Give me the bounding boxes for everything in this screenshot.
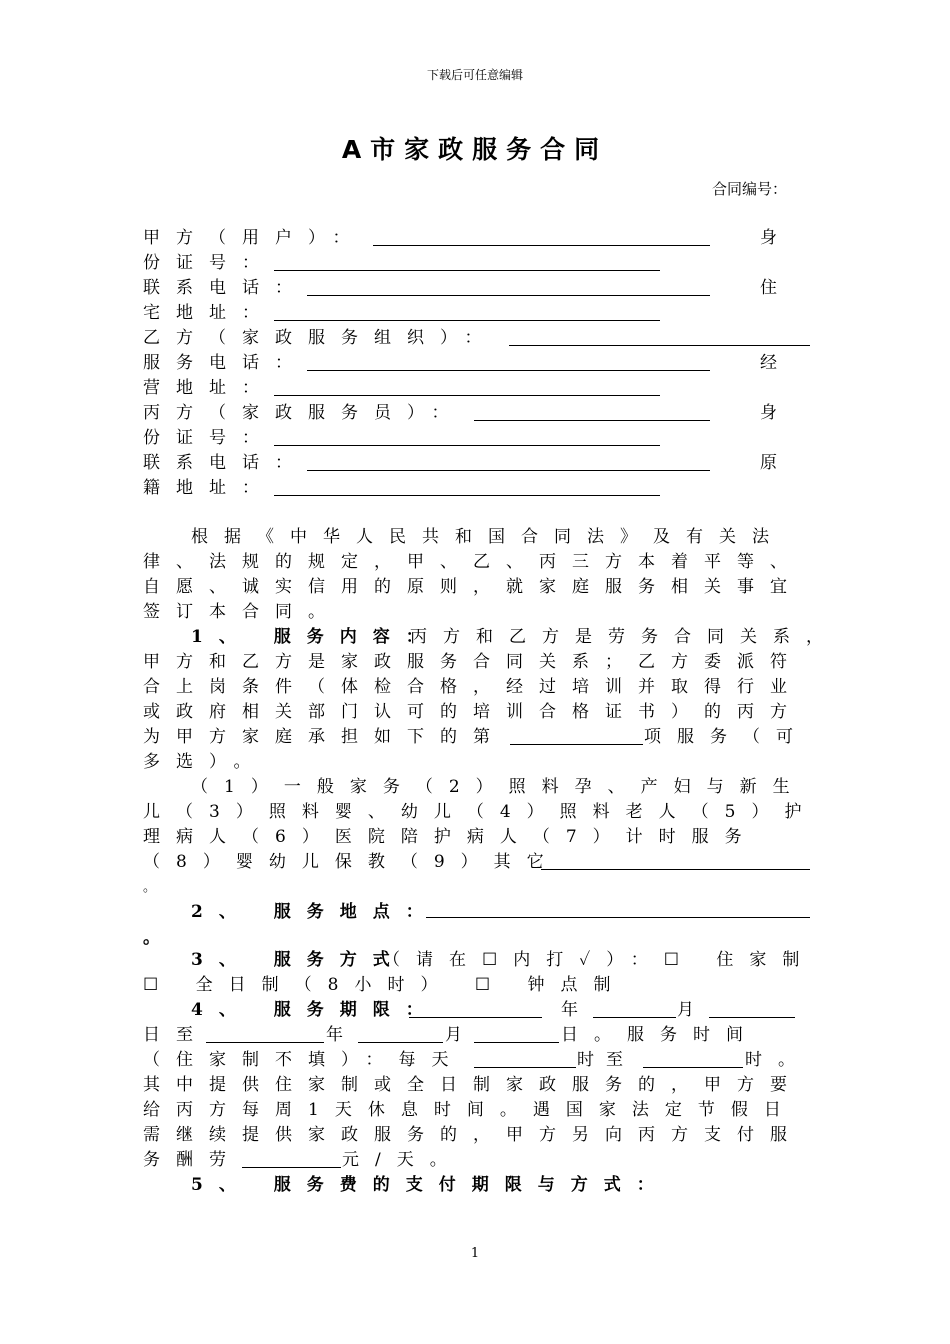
party-b-phone-label: 服务电话： bbox=[143, 353, 308, 373]
page-header: 下载后可任意编辑 bbox=[426, 68, 523, 82]
section-1-heading: 1、 服务内容： bbox=[191, 627, 439, 647]
party-c-id-blank[interactable] bbox=[274, 445, 660, 446]
party-c-address-label: 籍地址： bbox=[143, 478, 275, 498]
party-b-address-blank[interactable] bbox=[274, 395, 660, 396]
section-1-option-1: （1）一般家务（2）照料孕、产妇与新生 bbox=[191, 777, 806, 797]
page-title: A市家政服务合同 bbox=[341, 135, 609, 164]
party-c-tail: 身 bbox=[760, 403, 777, 423]
section-4-month: 月 bbox=[677, 1000, 694, 1020]
section-2-heading: 2、 服务地点： bbox=[191, 902, 439, 922]
party-b-label: 乙方（家政服务组织）： bbox=[143, 328, 498, 348]
start-hour-blank[interactable] bbox=[474, 1067, 576, 1068]
party-c-phone-tail: 原 bbox=[760, 453, 777, 473]
party-a-phone-blank[interactable] bbox=[307, 295, 710, 296]
start-day-blank[interactable] bbox=[709, 1017, 795, 1018]
section-4-line-2c: 月 bbox=[445, 1025, 462, 1045]
section-1-option-end: 。 bbox=[143, 880, 157, 895]
section-4-line-6: 需继续提供家政服务的，甲方另向丙方支付服 bbox=[143, 1125, 803, 1145]
section-4-line-5: 给丙方每周1天休息时间。遇国家法定节假日 bbox=[143, 1100, 797, 1120]
end-day-blank[interactable] bbox=[474, 1042, 559, 1043]
party-a-blank[interactable] bbox=[373, 245, 710, 246]
party-c-blank[interactable] bbox=[474, 420, 710, 421]
section-1-line-4: 或政府相关部门认可的培训合格证书）的丙方 bbox=[143, 702, 803, 722]
service-items-blank[interactable] bbox=[510, 744, 643, 745]
preamble-line-4: 签订本合同。 bbox=[143, 602, 341, 622]
section-4-line-3b: 时至 bbox=[577, 1050, 635, 1070]
end-year-blank[interactable] bbox=[206, 1042, 324, 1043]
party-b-phone-blank[interactable] bbox=[307, 370, 710, 371]
party-c-phone-blank[interactable] bbox=[307, 470, 710, 471]
section-3-line-2: ☐ 全日制（8小时） ☐ 钟点制 bbox=[143, 975, 627, 995]
start-year-blank[interactable] bbox=[409, 1017, 542, 1018]
party-b-address-label: 营地址： bbox=[143, 378, 275, 398]
page-number: 1 bbox=[470, 1246, 480, 1261]
section-1-option-2: 儿（3）照料婴、幼儿（4）照料老人（5）护 bbox=[143, 802, 818, 822]
section-4-line-7b: 元/天。 bbox=[342, 1150, 463, 1170]
section-4-line-2a: 日至 bbox=[143, 1025, 209, 1045]
holiday-pay-blank[interactable] bbox=[242, 1167, 341, 1168]
service-location-blank[interactable] bbox=[426, 917, 810, 918]
section-1-option-3: 理病人（6）医院陪护病人（7）计时服务 bbox=[143, 827, 758, 847]
section-1-line-2: 甲方和乙方是家政服务合同关系；乙方委派符 bbox=[143, 652, 803, 672]
section-1-option-4: （8）婴幼儿保教（9）其它 bbox=[143, 852, 560, 872]
section-1-line-1: 丙方和乙方是劳务合同关系， bbox=[410, 627, 839, 647]
section-4-line-4: 其中提供住家制或全日制家政服务的，甲方要 bbox=[143, 1075, 803, 1095]
preamble-line-3: 自愿、诚实信用的原则，就家庭服务相关事宜 bbox=[143, 577, 803, 597]
section-2-end: 。 bbox=[143, 928, 160, 948]
section-1-line-6: 多选）。 bbox=[143, 752, 267, 772]
preamble-line-1: 根据《中华人民共和国合同法》及有关法 bbox=[191, 527, 785, 547]
start-month-blank[interactable] bbox=[593, 1017, 676, 1018]
section-4-line-7a: 务酬劳 bbox=[143, 1150, 242, 1170]
party-a-id-label: 份证号： bbox=[143, 253, 275, 273]
party-c-phone-label: 联系电话： bbox=[143, 453, 308, 473]
party-a-tail: 身 bbox=[760, 228, 777, 248]
section-1-line-5a: 为甲方家庭承担如下的第 bbox=[143, 727, 506, 747]
party-a-id-blank[interactable] bbox=[274, 270, 660, 271]
section-4-year: 年 bbox=[561, 1000, 578, 1020]
party-a-phone-tail: 住 bbox=[760, 278, 777, 298]
party-c-address-blank[interactable] bbox=[274, 495, 660, 496]
party-c-label: 丙方（家政服务员）： bbox=[143, 403, 465, 423]
section-3-line-1: （请在☐内打✓）：☐ 住家制 bbox=[383, 950, 816, 970]
party-a-address-blank[interactable] bbox=[274, 320, 660, 321]
party-b-phone-tail: 经 bbox=[760, 353, 777, 373]
party-a-label: 甲方（用户）： bbox=[143, 228, 366, 248]
party-a-address-label: 宅地址： bbox=[143, 303, 275, 323]
section-4-heading: 4、 服务期限： bbox=[191, 1000, 439, 1020]
section-4-line-3a: （住家制不填）：每天 bbox=[143, 1050, 465, 1070]
other-service-blank[interactable] bbox=[541, 869, 810, 870]
section-5-heading: 5、 服务费的支付期限与方式： bbox=[191, 1175, 670, 1195]
end-month-blank[interactable] bbox=[358, 1042, 443, 1043]
contract-number-label: 合同编号： bbox=[712, 180, 788, 198]
party-c-id-label: 份证号： bbox=[143, 428, 275, 448]
section-4-line-3c: 时。 bbox=[745, 1050, 811, 1070]
end-hour-blank[interactable] bbox=[643, 1067, 743, 1068]
party-a-phone-label: 联系电话： bbox=[143, 278, 308, 298]
section-1-line-3: 合上岗条件（体检合格，经过培训并取得行业 bbox=[143, 677, 803, 697]
section-3-heading: 3、 服务方式 bbox=[191, 950, 406, 970]
section-1-line-5b: 项服务（可 bbox=[644, 727, 809, 747]
preamble-line-2: 律、法规的规定，甲、乙、丙三方本着平等、 bbox=[143, 552, 803, 572]
party-b-blank[interactable] bbox=[509, 345, 810, 346]
section-4-line-2b: 年 bbox=[326, 1025, 343, 1045]
section-4-line-2d: 日。服务时间 bbox=[561, 1025, 759, 1045]
